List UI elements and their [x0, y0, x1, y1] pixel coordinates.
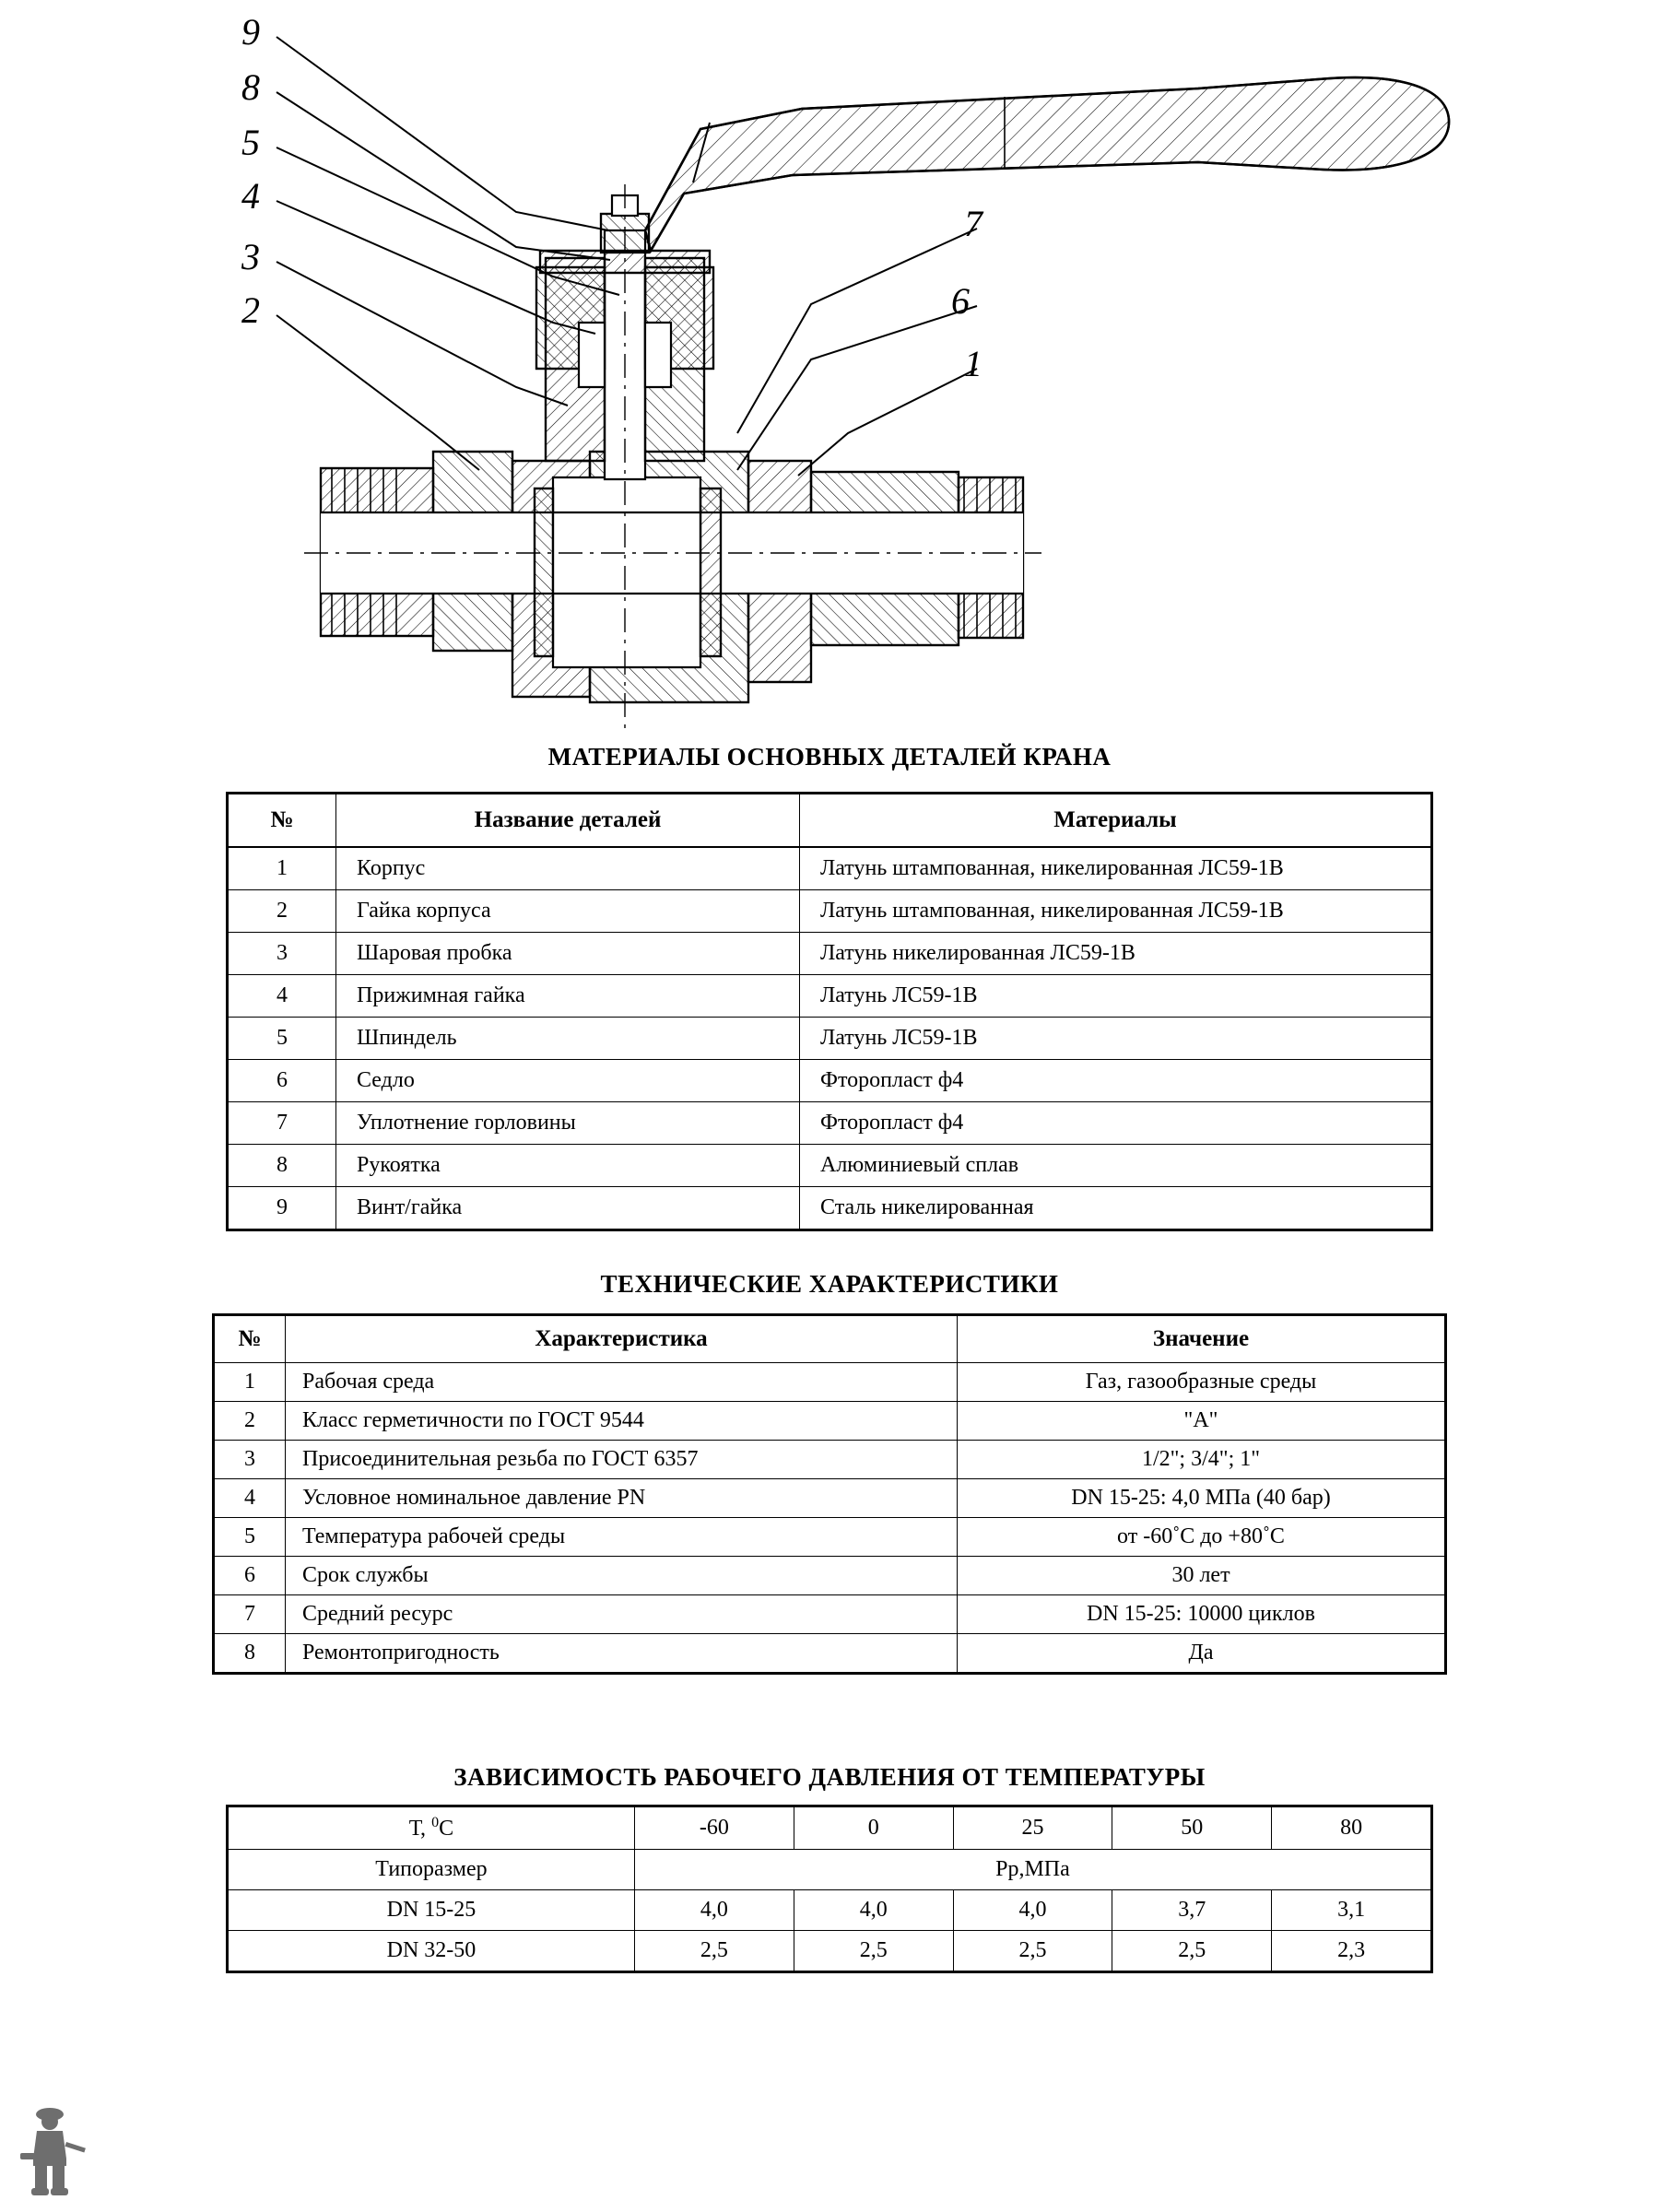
table-row	[228, 1102, 1432, 1145]
pressure-row-value: 2,5	[634, 1931, 794, 1972]
materials-row-name: Винт/гайка	[336, 1187, 800, 1230]
materials-row-material: Фторопласт ф4	[800, 1102, 1432, 1145]
pressure-temp-value: 50	[1112, 1806, 1272, 1850]
callout-9: 9	[241, 11, 260, 53]
materials-row-num: 2	[228, 890, 336, 933]
pressure-temp-value: 25	[953, 1806, 1112, 1850]
materials-row-num: 6	[228, 1060, 336, 1102]
specs-header-num: №	[214, 1315, 286, 1363]
specs-row-value: DN 15-25: 10000 циклов	[958, 1595, 1446, 1634]
callout-3: 3	[241, 236, 260, 277]
table-row	[228, 1018, 1432, 1060]
table-row	[214, 1441, 1446, 1479]
seat-left	[535, 488, 553, 656]
plumber-watermark-icon	[13, 2101, 96, 2203]
specs-row-num: 8	[214, 1634, 286, 1674]
handle-lever	[645, 77, 1449, 251]
table-row	[228, 1931, 1432, 1972]
specs-row-char: Условное номинальное давление PN	[286, 1479, 958, 1518]
pressure-row-size: DN 32-50	[228, 1931, 635, 1972]
materials-row-material: Латунь ЛС59-1В	[800, 975, 1432, 1018]
materials-header-material: Материалы	[800, 794, 1432, 848]
pressure-row-value: 2,3	[1272, 1931, 1432, 1972]
specs-row-char: Класс герметичности по ГОСТ 9544	[286, 1402, 958, 1441]
pressure-temp-row	[228, 1806, 1432, 1850]
pressure-temp-label	[228, 1806, 635, 1850]
pressure-unit-row	[228, 1850, 1432, 1890]
materials-row-material: Сталь никелированная	[800, 1187, 1432, 1230]
specs-row-num: 5	[214, 1518, 286, 1557]
materials-row-material: Латунь никелированная ЛС59-1В	[800, 933, 1432, 975]
specs-row-num: 4	[214, 1479, 286, 1518]
pressure-table	[226, 1805, 1433, 1973]
specs-row-num: 2	[214, 1402, 286, 1441]
pressure-unit-label: Рр,МПа	[634, 1850, 1431, 1890]
materials-header-num: №	[228, 794, 336, 848]
materials-row-name: Уплотнение горловины	[336, 1102, 800, 1145]
specs-header-char: Характеристика	[286, 1315, 958, 1363]
materials-row-material: Фторопласт ф4	[800, 1060, 1432, 1102]
pressure-row-value: 2,5	[1112, 1931, 1272, 1972]
table-row	[228, 975, 1432, 1018]
materials-header-name: Название деталей	[336, 794, 800, 848]
valve-drawing	[0, 0, 1659, 737]
specs-row-value: от -60˚С до +80˚С	[958, 1518, 1446, 1557]
seat-right	[700, 488, 721, 656]
table-row	[214, 1363, 1446, 1402]
pressure-row-size: DN 15-25	[228, 1890, 635, 1931]
pressure-row-value: 2,5	[953, 1931, 1112, 1972]
valve-sectional-svg	[0, 0, 1659, 737]
callout-5: 5	[241, 122, 260, 163]
specs-row-num: 6	[214, 1557, 286, 1595]
materials-row-name: Шпиндель	[336, 1018, 800, 1060]
pressure-row-value: 4,0	[953, 1890, 1112, 1931]
specs-row-num: 3	[214, 1441, 286, 1479]
materials-row-material: Латунь штампованная, никелированная ЛС59-1В	[800, 847, 1432, 890]
pressure-temp-value: -60	[634, 1806, 794, 1850]
specs-row-value: 1/2"; 3/4"; 1"	[958, 1441, 1446, 1479]
temp-label-text: Т,	[408, 1817, 432, 1841]
materials-row-name: Прижимная гайка	[336, 975, 800, 1018]
materials-row-num: 4	[228, 975, 336, 1018]
table-row	[228, 890, 1432, 933]
specs-table	[212, 1313, 1447, 1675]
callout-4: 4	[241, 175, 260, 217]
temp-unit-superscript: 0	[431, 1815, 440, 1830]
table-row	[214, 1634, 1446, 1674]
materials-row-num: 9	[228, 1187, 336, 1230]
materials-row-name: Корпус	[336, 847, 800, 890]
table-row	[228, 933, 1432, 975]
pressure-row-value: 4,0	[794, 1890, 953, 1931]
pressure-temp-value: 80	[1272, 1806, 1432, 1850]
materials-row-name: Рукоятка	[336, 1145, 800, 1187]
table-row	[228, 847, 1432, 890]
materials-row-num: 7	[228, 1102, 336, 1145]
specs-row-char: Срок службы	[286, 1557, 958, 1595]
pressure-row-value: 3,1	[1272, 1890, 1432, 1931]
pressure-title: ЗАВИСИМОСТЬ РАБОЧЕГО ДАВЛЕНИЯ ОТ ТЕМПЕРАТУРЫ	[453, 1763, 1206, 1791]
materials-header-row	[228, 794, 1432, 848]
callout-6: 6	[951, 280, 970, 322]
pressure-temp-value: 0	[794, 1806, 953, 1850]
materials-table	[226, 792, 1433, 1231]
table-row	[214, 1479, 1446, 1518]
table-row	[228, 1060, 1432, 1102]
temp-unit-text: С	[439, 1817, 454, 1841]
specs-row-value: 30 лет	[958, 1557, 1446, 1595]
specs-row-char: Присоединительная резьба по ГОСТ 6357	[286, 1441, 958, 1479]
callout-1: 1	[964, 343, 982, 384]
specs-row-value: DN 15-25: 4,0 МПа (40 бар)	[958, 1479, 1446, 1518]
materials-row-num: 3	[228, 933, 336, 975]
callout-7: 7	[964, 203, 982, 244]
specs-row-char: Температура рабочей среды	[286, 1518, 958, 1557]
materials-row-material: Латунь штампованная, никелированная ЛС59-1В	[800, 890, 1432, 933]
materials-row-material: Латунь ЛС59-1В	[800, 1018, 1432, 1060]
materials-row-material: Алюминиевый сплав	[800, 1145, 1432, 1187]
materials-row-name: Седло	[336, 1060, 800, 1102]
table-row	[228, 1145, 1432, 1187]
table-row	[214, 1518, 1446, 1557]
specs-row-num: 7	[214, 1595, 286, 1634]
pressure-row-value: 4,0	[634, 1890, 794, 1931]
specs-header-value: Значение	[958, 1315, 1446, 1363]
specs-row-value: "А"	[958, 1402, 1446, 1441]
materials-row-name: Гайка корпуса	[336, 890, 800, 933]
specs-row-char: Рабочая среда	[286, 1363, 958, 1402]
specs-row-num: 1	[214, 1363, 286, 1402]
specs-row-char: Средний ресурс	[286, 1595, 958, 1634]
pressure-size-label: Типоразмер	[228, 1850, 635, 1890]
callout-2: 2	[241, 289, 260, 331]
table-row	[214, 1595, 1446, 1634]
specs-row-value: Да	[958, 1634, 1446, 1674]
specs-row-value: Газ, газообразные среды	[958, 1363, 1446, 1402]
pressure-row-value: 2,5	[794, 1931, 953, 1972]
specs-title: ТЕХНИЧЕСКИЕ ХАРАКТЕРИСТИКИ	[600, 1270, 1059, 1298]
materials-row-num: 1	[228, 847, 336, 890]
specs-row-char: Ремонтопригодность	[286, 1634, 958, 1674]
materials-row-num: 5	[228, 1018, 336, 1060]
table-row	[214, 1557, 1446, 1595]
table-row	[228, 1890, 1432, 1931]
table-row	[214, 1402, 1446, 1441]
pressure-row-value: 3,7	[1112, 1890, 1272, 1931]
materials-title: МАТЕРИАЛЫ ОСНОВНЫХ ДЕТАЛЕЙ КРАНА	[547, 743, 1112, 771]
table-row	[228, 1187, 1432, 1230]
materials-row-name: Шаровая пробка	[336, 933, 800, 975]
callout-8: 8	[241, 66, 260, 108]
specs-header-row	[214, 1315, 1446, 1363]
materials-row-num: 8	[228, 1145, 336, 1187]
